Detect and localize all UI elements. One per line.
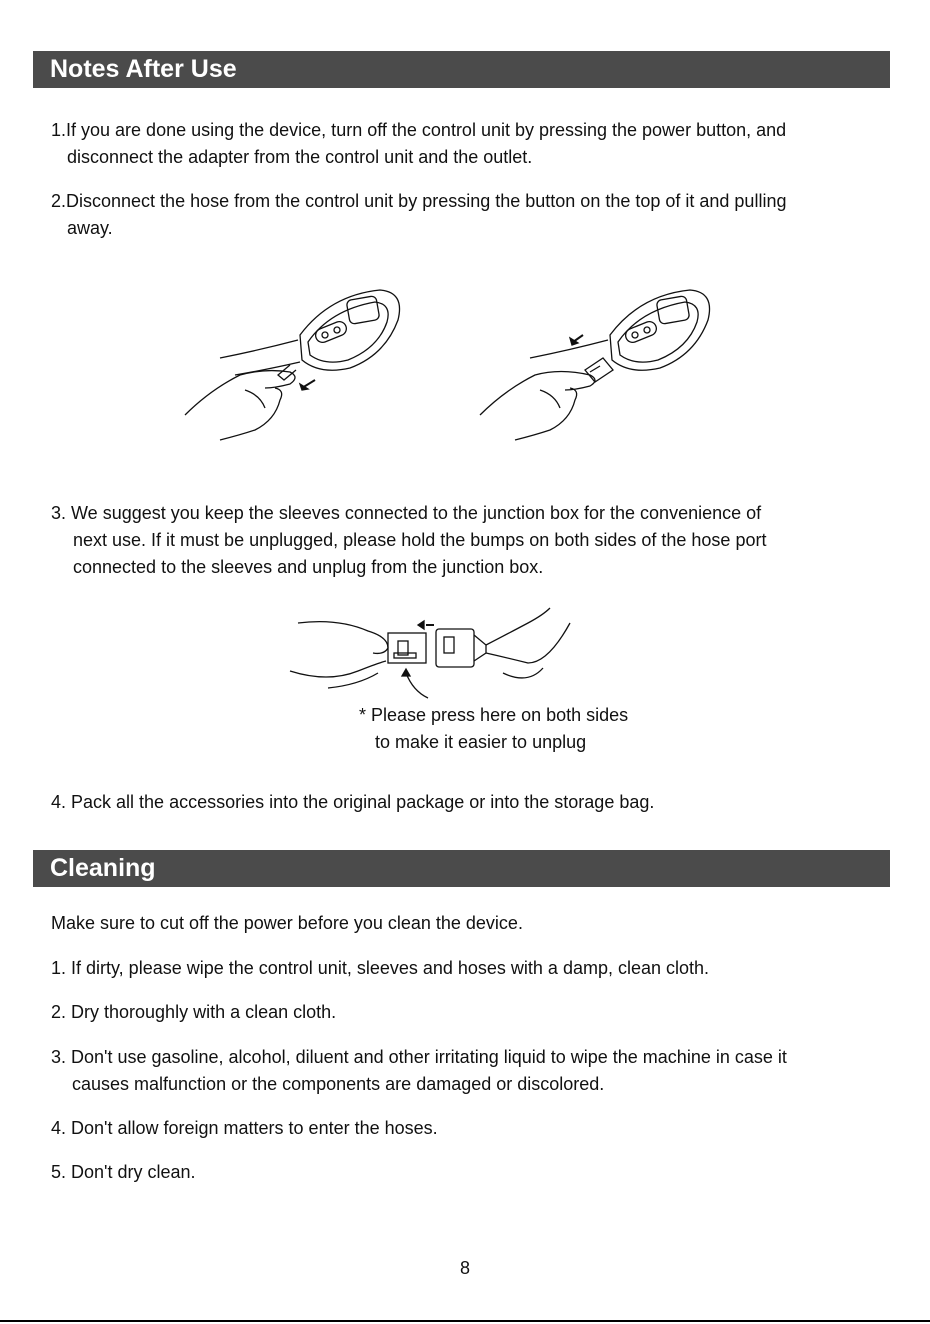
cleaning-item-2 xyxy=(51,999,336,1026)
cleaning-item-5-line1: 5. Don't dry clean. xyxy=(51,1162,196,1182)
cleaning-item-4-line1: 4. Don't allow foreign matters to enter the hoses. xyxy=(51,1118,438,1138)
unplug-caption-line1: * Please press here on both sides xyxy=(359,705,629,725)
cleaning-item-3-line1: 3. Don't use gasoline, alcohol, diluent and other irritating liquid to wipe the machine in case it xyxy=(51,1047,787,1067)
notes-after-use-heading: Notes After Use xyxy=(33,51,890,88)
notes-item-4-line1: 4. Pack all the accessories into the original package or into the storage bag. xyxy=(51,792,655,812)
notes-item-4 xyxy=(51,789,654,816)
cleaning-item-1-line1: 1. If dirty, please wipe the control unit, sleeves and hoses with a damp, clean cloth. xyxy=(51,958,710,978)
unplug-caption xyxy=(359,702,628,756)
unplug-junction-box-illustration xyxy=(288,603,578,703)
notes-item-3-line3: connected to the sleeves and unplug from the junction box. xyxy=(73,557,544,577)
notes-item-2-line1: 2.Disconnect the hose from the control unit by pressing the button on the top of it and pulling xyxy=(51,191,787,211)
cleaning-item-1 xyxy=(51,955,709,982)
page-number: 8 xyxy=(459,1258,470,1278)
notes-item-2 xyxy=(51,188,786,242)
cleaning-item-3-line2: causes malfunction or the components are damaged or discolored. xyxy=(72,1074,605,1094)
notes-item-3-line1: 3. We suggest you keep the sleeves connected to the junction box for the convenience of xyxy=(51,503,762,523)
cleaning-item-5 xyxy=(51,1159,196,1186)
unplug-caption-line2: to make it easier to unplug xyxy=(375,732,587,752)
notes-item-3-line2: next use. If it must be unplugged, please hold the bumps on both sides of the hose port xyxy=(73,530,767,550)
notes-item-3 xyxy=(51,500,766,581)
cleaning-item-4 xyxy=(51,1115,438,1142)
notes-item-1-line1: 1.If you are done using the device, turn off the control unit by pressing the power button, and xyxy=(51,120,787,140)
notes-item-2-line2: away. xyxy=(67,218,113,238)
cleaning-intro: Make sure to cut off the power before you clean the device. xyxy=(51,913,523,933)
disconnect-hose-illustration-left xyxy=(180,280,410,450)
notes-item-1-line2: disconnect the adapter from the control unit and the outlet. xyxy=(67,147,533,167)
notes-item-1 xyxy=(51,117,786,171)
cleaning-item-2-line1: 2. Dry thoroughly with a clean cloth. xyxy=(51,1002,337,1022)
disconnect-hose-illustration-right xyxy=(475,280,715,450)
bottom-rule xyxy=(0,1320,930,1322)
cleaning-item-3 xyxy=(51,1044,787,1098)
cleaning-heading: Cleaning xyxy=(33,850,890,887)
